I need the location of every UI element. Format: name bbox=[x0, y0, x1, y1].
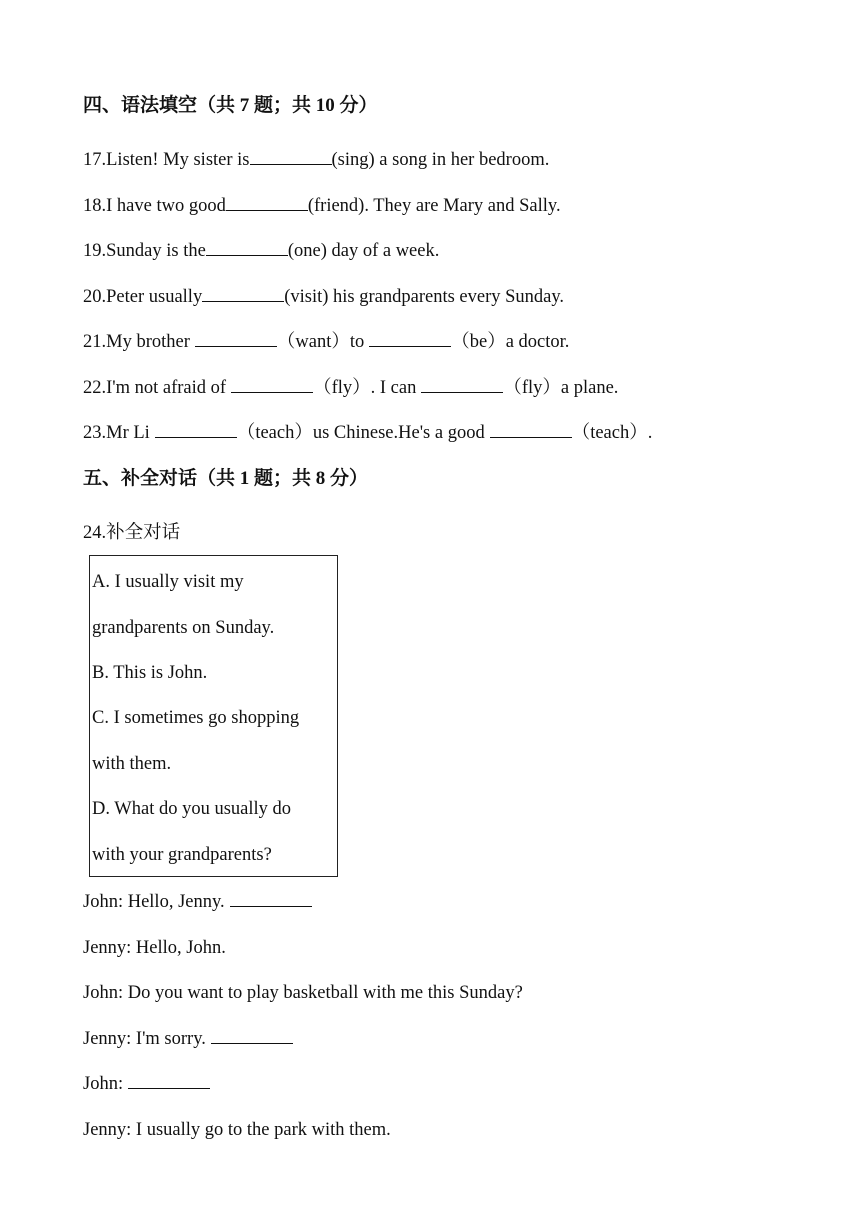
question-21 bbox=[83, 330, 569, 354]
q21-mid: （want）to bbox=[276, 332, 365, 352]
q20-blank[interactable] bbox=[202, 285, 284, 302]
dialogue-3-text: John: Do you want to play basketball with me this Sunday? bbox=[83, 983, 523, 1003]
question-20 bbox=[83, 285, 564, 309]
q22-before: 22.I'm not afraid of bbox=[83, 378, 227, 398]
question-23 bbox=[83, 421, 652, 445]
q22-mid: （fly）. I can bbox=[313, 378, 417, 398]
dialogue-line-5 bbox=[83, 1072, 210, 1096]
q22-blank-2[interactable] bbox=[421, 376, 503, 393]
options-box bbox=[89, 555, 338, 877]
q19-before: 19.Sunday is the bbox=[83, 241, 206, 261]
dialogue-4-blank[interactable] bbox=[211, 1027, 293, 1044]
q18-blank[interactable] bbox=[226, 194, 308, 211]
q23-mid: （teach）us Chinese.He's a good bbox=[236, 423, 485, 443]
section-4-heading: 四、语法填空（共 7 题；共 10 分） bbox=[83, 95, 378, 116]
question-24-title: 24.补全对话 bbox=[83, 523, 181, 543]
question-19 bbox=[83, 239, 439, 263]
option-b: B. This is John. bbox=[92, 663, 208, 683]
q19-after: (one) day of a week. bbox=[287, 241, 440, 261]
q21-blank-2[interactable] bbox=[369, 330, 451, 347]
q17-before: 17.Listen! My sister is bbox=[83, 150, 250, 170]
q21-before: 21.My brother bbox=[83, 332, 190, 352]
dialogue-2-text: Jenny: Hello, John. bbox=[83, 938, 226, 958]
q23-after: （teach）. bbox=[571, 423, 653, 443]
question-22 bbox=[83, 376, 618, 400]
q23-blank-2[interactable] bbox=[490, 421, 572, 438]
dialogue-line-6 bbox=[83, 1118, 391, 1142]
q17-after: (sing) a song in her bedroom. bbox=[331, 150, 550, 170]
dialogue-4-text: Jenny: I'm sorry. bbox=[83, 1029, 206, 1049]
q17-blank[interactable] bbox=[250, 148, 332, 165]
q20-after: (visit) his grandparents every Sunday. bbox=[284, 287, 565, 307]
q21-blank-1[interactable] bbox=[195, 330, 277, 347]
q23-before: 23.Mr Li bbox=[83, 423, 150, 443]
section-5-heading: 五、补全对话（共 1 题；共 8 分） bbox=[83, 468, 369, 489]
option-a-line-1: A. I usually visit my bbox=[92, 572, 244, 592]
q22-blank-1[interactable] bbox=[231, 376, 313, 393]
dialogue-5-text: John: bbox=[83, 1074, 124, 1094]
q20-before: 20.Peter usually bbox=[83, 287, 203, 307]
option-c-line-2: with them. bbox=[92, 754, 172, 774]
dialogue-5-blank[interactable] bbox=[128, 1072, 210, 1089]
dialogue-line-3 bbox=[83, 981, 523, 1005]
option-d-line-2: with your grandparents? bbox=[92, 845, 272, 865]
question-18 bbox=[83, 194, 561, 218]
dialogue-1-text: John: Hello, Jenny. bbox=[83, 892, 225, 912]
option-a-line-2: grandparents on Sunday. bbox=[92, 618, 275, 638]
q21-after: （be）a doctor. bbox=[451, 332, 570, 352]
dialogue-line-1 bbox=[83, 890, 312, 914]
option-c-line-1: C. I sometimes go shopping bbox=[92, 708, 300, 728]
dialogue-line-4 bbox=[83, 1027, 293, 1051]
dialogue-line-2 bbox=[83, 936, 226, 960]
q18-before: 18.I have two good bbox=[83, 196, 226, 216]
option-d-line-1: D. What do you usually do bbox=[92, 799, 292, 819]
q18-after: (friend). They are Mary and Sally. bbox=[307, 196, 561, 216]
q22-after: （fly）a plane. bbox=[503, 378, 619, 398]
question-17 bbox=[83, 148, 549, 172]
q19-blank[interactable] bbox=[206, 239, 288, 256]
dialogue-1-blank[interactable] bbox=[230, 890, 312, 907]
q23-blank-1[interactable] bbox=[155, 421, 237, 438]
dialogue-6-text: Jenny: I usually go to the park with them. bbox=[83, 1120, 391, 1140]
